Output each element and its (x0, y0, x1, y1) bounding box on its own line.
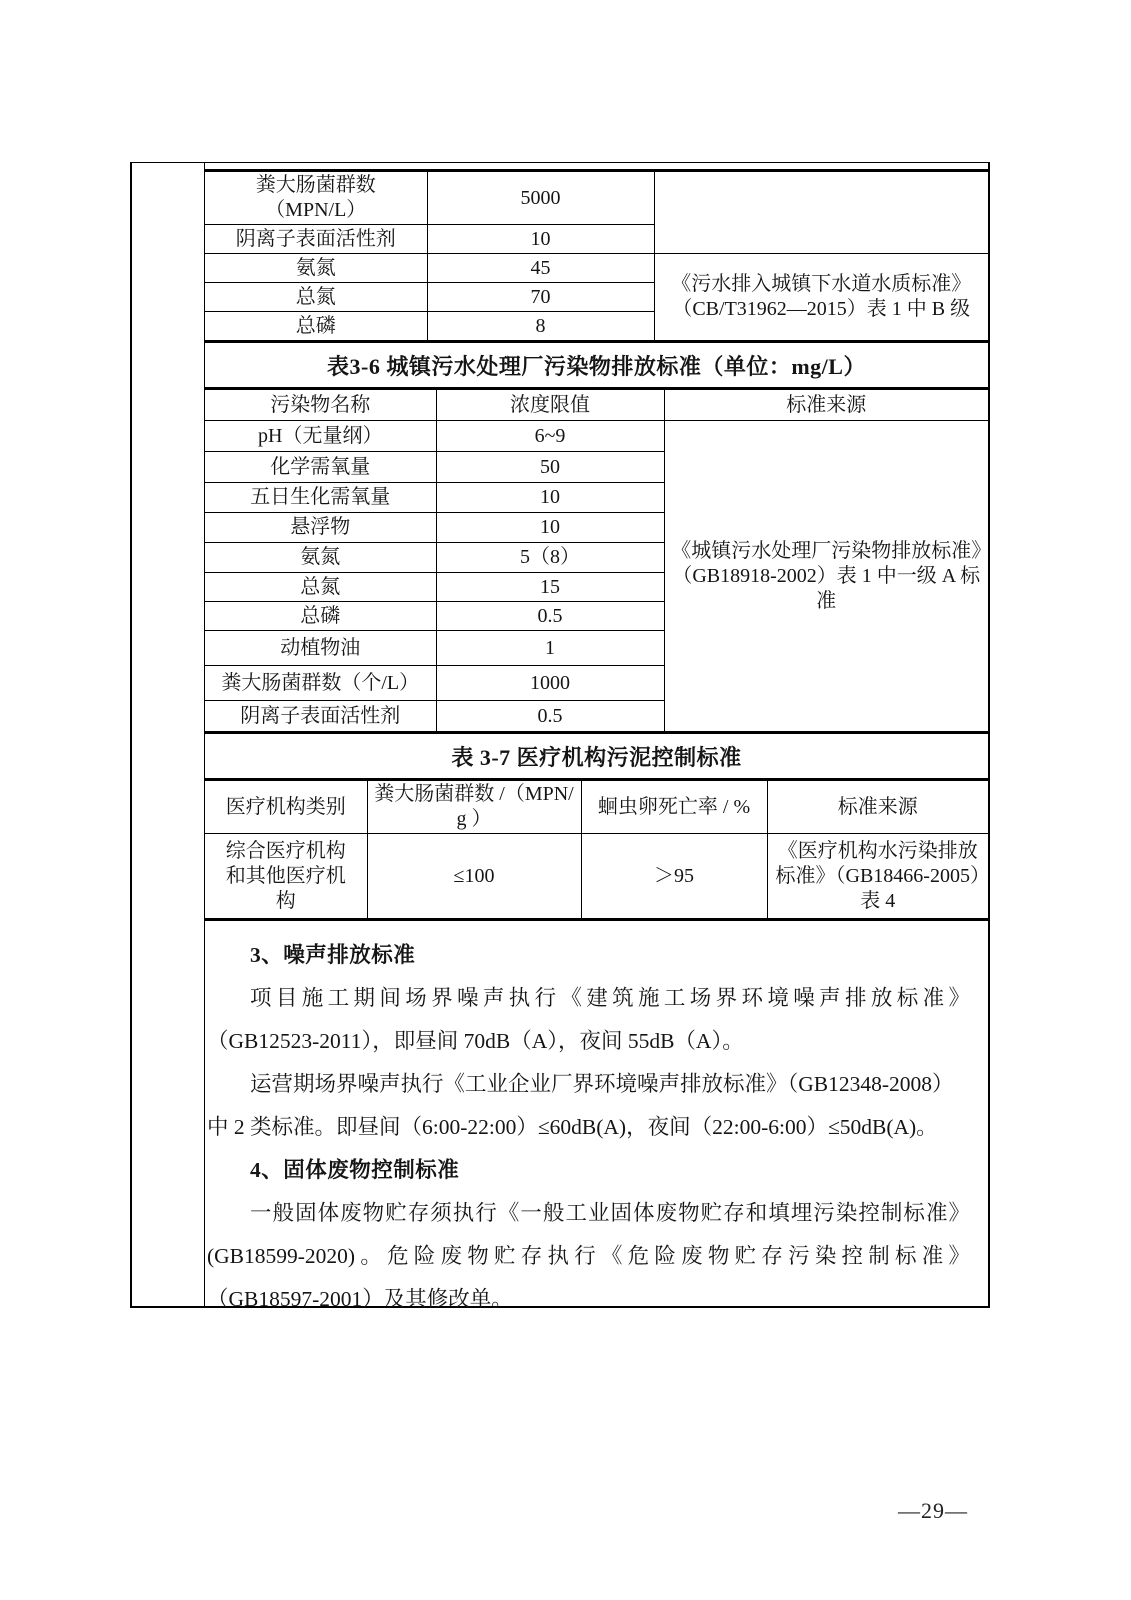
coliform-value-cell: ≤100 (367, 834, 581, 920)
solid-waste-paragraph-line: 一般固体废物贮存须执行《一般工业固体废物贮存和填埋污染控制标准》 (250, 1201, 970, 1225)
coliform-header: 粪大肠菌群数 /（MPN/ g ） (367, 780, 581, 834)
limit-value-cell: 70 (427, 283, 654, 312)
sewage-discharge-limits-table (205, 169, 988, 343)
table-row (205, 254, 988, 283)
category-header: 医疗机构类别 (205, 780, 367, 834)
limit-value-cell: 10 (436, 483, 664, 513)
form-label-column-empty (132, 163, 205, 1306)
limit-value-cell: 10 (436, 513, 664, 543)
source-header: 标准来源 (664, 389, 988, 421)
solid-waste-paragraph-line: (GB18599-2020)。危险废物贮存执行《危险废物贮存污染控制标准》 (207, 1244, 970, 1268)
standard-source-cell: 《城镇污水处理厂污染物排放标准》（GB18918-2002）表 1 中一级 A 标准 (664, 421, 988, 733)
pollutant-name-cell: 总氮 (205, 573, 436, 602)
limit-value-cell: 45 (427, 254, 654, 283)
pollutant-name-header: 污染物名称 (205, 389, 436, 421)
ascaris-header: 蛔虫卵死亡率 / % (581, 780, 767, 834)
standard-source-cell: 《医疗机构水污染排放标准》（GB18466-2005）表 4 (767, 834, 988, 920)
pollutant-name-cell: 悬浮物 (205, 513, 436, 543)
category-cell: 综合医疗机构和其他医疗机构 (205, 834, 367, 920)
pollutant-name-cell: 化学需氧量 (205, 452, 436, 483)
limit-value-cell: 1 (436, 631, 664, 666)
pollutant-name-cell: 氨氮 (205, 543, 436, 573)
limit-value-cell: 50 (436, 452, 664, 483)
solid-waste-paragraph-line: （GB18597-2001）及其修改单。 (207, 1287, 513, 1311)
eia-form-frame (130, 162, 990, 1311)
solid-waste-heading: 4、固体废物控制标准 (250, 1158, 460, 1182)
noise-standard-heading: 3、噪声排放标准 (250, 943, 416, 967)
pollutant-name-line2: （MPN/L） (265, 199, 367, 221)
table36-title: 表3-6 城镇污水处理厂污染物排放标准（单位：mg/L） (327, 354, 866, 379)
pollutant-name-cell: 粪大肠菌群数（个/L） (205, 666, 436, 701)
limit-header: 浓度限值 (436, 389, 664, 421)
wwtp-discharge-standard-table (205, 387, 988, 734)
pollutant-name-cell: 五日生化需氧量 (205, 483, 436, 513)
source-header: 标准来源 (767, 780, 988, 834)
limit-value-cell: 5（8） (436, 543, 664, 573)
pollutant-name-line1: 粪大肠菌群数 (255, 174, 376, 196)
page-number: —29— (898, 1498, 968, 1523)
limit-value-cell: 1000 (436, 666, 664, 701)
noise-paragraph-line: 运营期场界噪声执行《工业企业厂界环境噪声排放标准》（GB12348-2008） (250, 1072, 954, 1096)
table-row (205, 171, 988, 225)
pollutant-name-cell: 总氮 (205, 283, 427, 312)
noise-paragraph-line: （GB12523-2011），即昼间 70dB（A），夜间 55dB（A）。 (207, 1029, 744, 1053)
pollutant-name-cell: 总磷 (205, 312, 427, 342)
standards-text-block (205, 921, 988, 1321)
form-content-column (205, 163, 988, 1311)
limit-value-cell: 5000 (427, 171, 654, 225)
limit-value-cell: 0.5 (436, 602, 664, 631)
table-row (205, 421, 988, 452)
limit-value-cell: 10 (427, 225, 654, 254)
ascaris-value-cell: ＞95 (581, 834, 767, 920)
limit-value-cell: 15 (436, 573, 664, 602)
noise-paragraph-line: 项目施工期间场界噪声执行《建筑施工场界环境噪声排放标准》 (250, 986, 970, 1010)
noise-paragraph-line: 中 2 类标准。即昼间（6:00-22:00）≤60dB(A)，夜间（22:00-6:00）≤50dB(A)。 (207, 1115, 938, 1139)
medical-sludge-control-table (205, 778, 988, 921)
table-header-row (205, 389, 988, 421)
table-row (205, 834, 988, 920)
pollutant-name-cell: 阴离子表面活性剂 (205, 701, 436, 733)
limit-value-cell: 0.5 (436, 701, 664, 733)
limit-value-cell: 8 (427, 312, 654, 342)
table-header-row (205, 780, 988, 834)
pollutant-name-cell (205, 171, 427, 225)
table37-title: 表 3-7 医疗机构污泥控制标准 (451, 745, 742, 770)
standard-source-empty-cell (654, 171, 988, 254)
pollutant-name-cell: 总磷 (205, 602, 436, 631)
limit-value-cell: 6~9 (436, 421, 664, 452)
pollutant-name-cell: 氨氮 (205, 254, 427, 283)
pollutant-name-cell: 动植物油 (205, 631, 436, 666)
pollutant-name-cell: pH（无量纲） (205, 421, 436, 452)
pollutant-name-cell: 阴离子表面活性剂 (205, 225, 427, 254)
standard-source-cell: 《污水排入城镇下水道水质标准》（CB/T31962—2015）表 1 中 B 级 (654, 254, 988, 342)
